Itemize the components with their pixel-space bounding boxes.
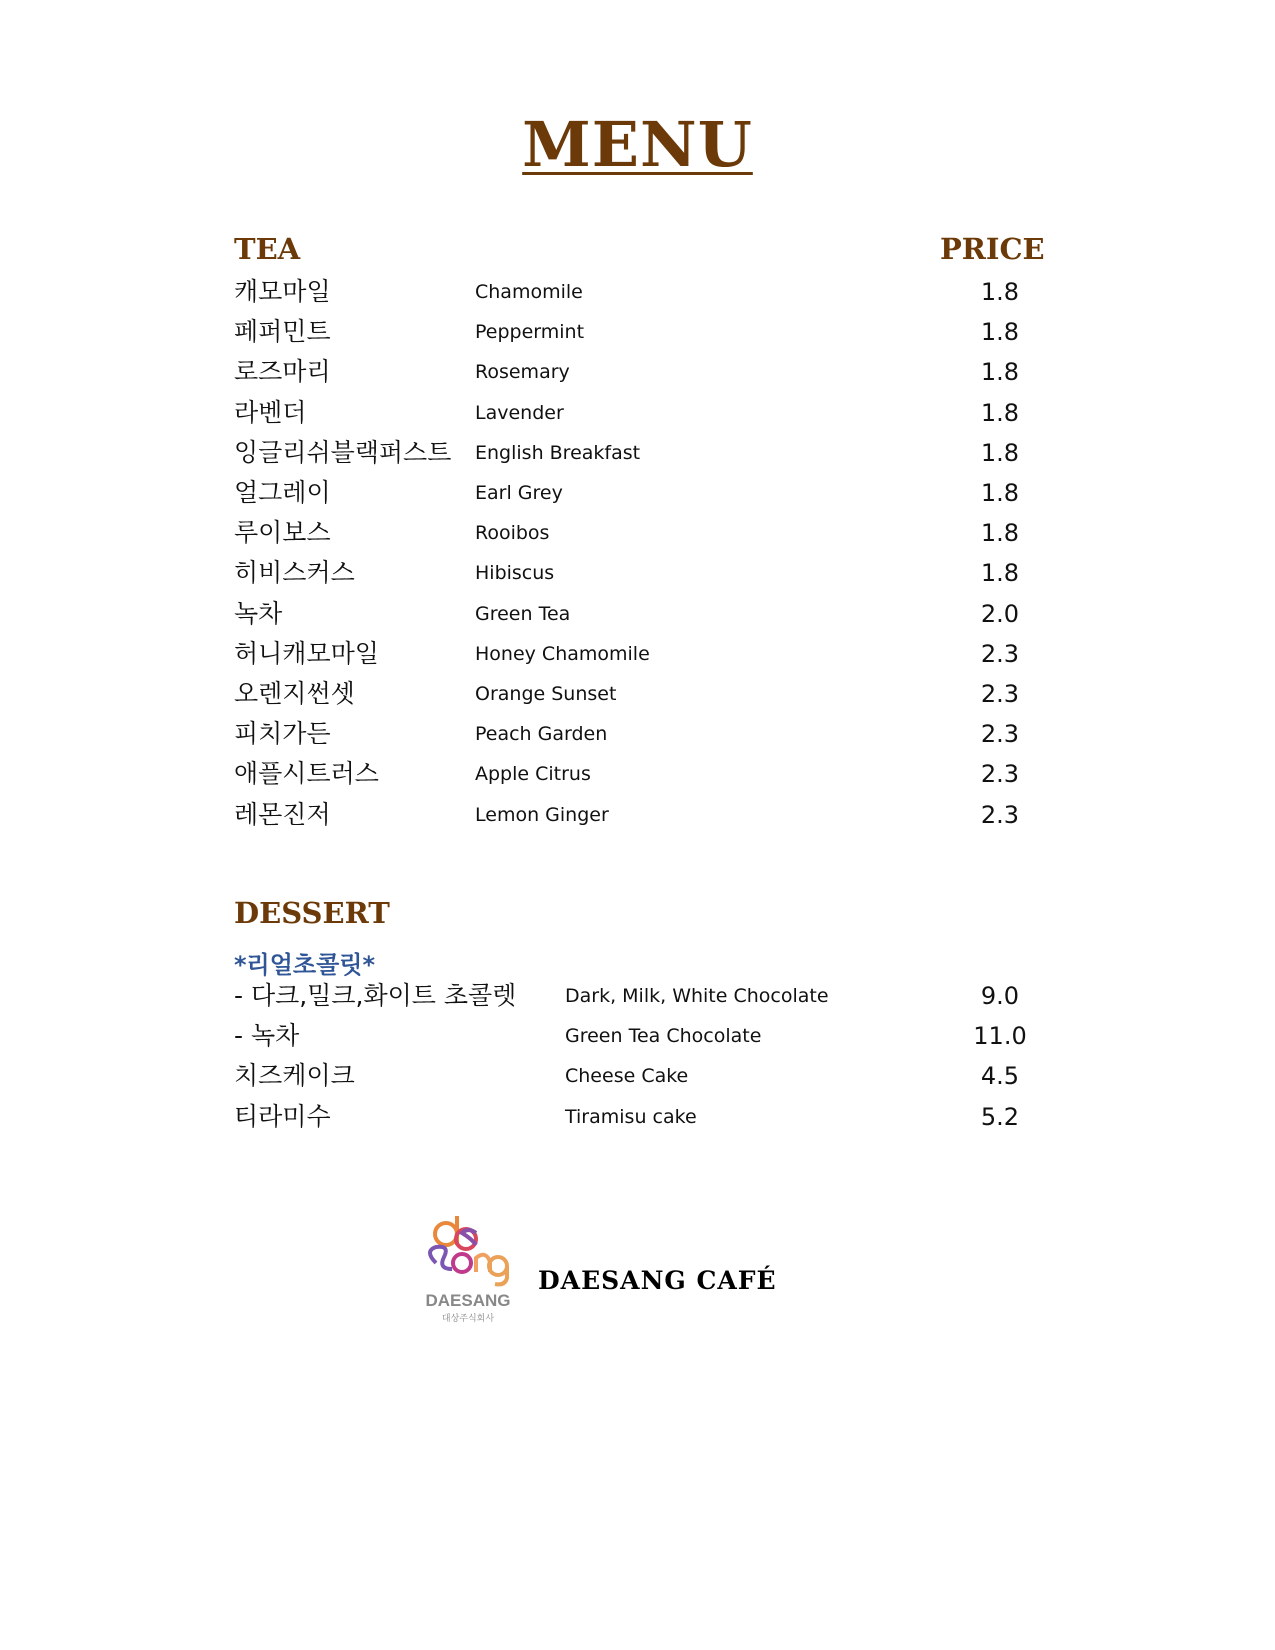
tea-item (0, 553, 1275, 593)
item-korean-name: 애플시트러스 (234, 759, 379, 789)
tea-item (0, 634, 1275, 674)
item-english-name: Apple Citrus (475, 763, 591, 786)
item-price: 2.3 (980, 639, 1020, 668)
logo-subtext: 대상주식회사 (441, 1314, 495, 1324)
item-korean-name: 라벤더 (234, 397, 307, 427)
item-korean-name: 오렌지썬셋 (234, 679, 355, 708)
dessert-item (0, 1097, 1275, 1137)
item-price: 11.0 (973, 1022, 1027, 1051)
item-english-name: Hibiscus (475, 562, 555, 585)
item-english-name: Dark, Milk, White Chocolate (565, 985, 829, 1007)
item-english-name: Tiramisu cake (565, 1105, 697, 1128)
page-title: MENU (522, 108, 753, 181)
item-price: 2.3 (980, 680, 1020, 708)
item-korean-name: - 녹차 (234, 1021, 300, 1051)
item-price: 1.8 (980, 519, 1020, 548)
item-english-name: Orange Sunset (475, 683, 617, 705)
item-korean-name: 히비스커스 (234, 558, 355, 588)
dessert-item (0, 1056, 1275, 1096)
item-price: 9.0 (980, 982, 1020, 1010)
item-price: 4.5 (980, 1062, 1020, 1091)
tea-item (0, 795, 1275, 835)
item-english-name: English Breakfast (475, 441, 641, 464)
item-price: 1.8 (980, 479, 1020, 507)
price-heading: PRICE (940, 232, 1045, 266)
item-price: 1.8 (980, 559, 1020, 588)
item-korean-name: 티라미수 (234, 1101, 331, 1131)
item-price: 5.2 (980, 1102, 1020, 1131)
item-price: 2.3 (980, 720, 1020, 749)
item-price: 1.8 (980, 318, 1020, 347)
tea-item (0, 352, 1275, 392)
daesang-logo (418, 1208, 518, 1326)
item-korean-name: 루이보스 (234, 518, 331, 548)
logo-text: DAESANG (425, 1291, 511, 1310)
item-english-name: Green Tea (475, 602, 571, 625)
item-english-name: Honey Chamomile (475, 642, 650, 665)
item-korean-name: 캐모마일 (234, 277, 331, 306)
item-english-name: Lavender (475, 401, 564, 424)
item-price: 1.8 (980, 358, 1020, 387)
item-price: 1.8 (980, 398, 1020, 427)
item-english-name: Peppermint (475, 321, 585, 344)
tea-item (0, 674, 1275, 714)
tea-item (0, 513, 1275, 553)
item-english-name: Green Tea Chocolate (565, 1025, 762, 1048)
tea-item (0, 393, 1275, 433)
cafe-name: DAESANG CAFÉ (538, 1266, 777, 1295)
item-price: 2.0 (980, 599, 1020, 628)
item-korean-name: 치즈케이크 (234, 1061, 355, 1091)
dessert-subheading: *리얼초콜릿* (234, 951, 376, 979)
tea-heading: TEA (234, 232, 301, 266)
item-price: 1.8 (980, 438, 1020, 467)
item-price: 1.8 (980, 278, 1020, 306)
tea-item (0, 433, 1275, 473)
item-price: 2.3 (980, 800, 1020, 829)
item-korean-name: 피치가든 (234, 719, 331, 749)
item-korean-name: 녹차 (234, 598, 283, 628)
tea-item (0, 473, 1275, 513)
item-english-name: Chamomile (475, 281, 583, 303)
item-english-name: Peach Garden (475, 723, 608, 746)
item-english-name: Rooibos (475, 522, 550, 545)
item-korean-name: 레몬진저 (234, 799, 331, 829)
item-korean-name: 잉글리쉬블랙퍼스트 (234, 437, 452, 467)
tea-item (0, 714, 1275, 754)
item-korean-name: 페퍼민트 (234, 317, 331, 347)
item-english-name: Lemon Ginger (475, 803, 609, 826)
dessert-item (0, 1016, 1275, 1056)
item-english-name: Cheese Cake (565, 1065, 689, 1088)
item-korean-name: - 다크,밀크,화이트 초콜렛 (234, 981, 517, 1010)
item-korean-name: 허니캐모마일 (234, 638, 379, 668)
item-price: 2.3 (980, 760, 1020, 789)
item-korean-name: 얼그레이 (234, 478, 331, 507)
dessert-heading: DESSERT (234, 896, 390, 930)
tea-item (0, 754, 1275, 794)
item-english-name: Earl Grey (475, 482, 563, 504)
dessert-item (0, 976, 1275, 1016)
tea-item (0, 312, 1275, 352)
item-english-name: Rosemary (475, 361, 570, 384)
tea-item (0, 594, 1275, 634)
daesang-logo-icon (418, 1208, 518, 1326)
item-korean-name: 로즈마리 (234, 357, 331, 387)
tea-item (0, 272, 1275, 312)
